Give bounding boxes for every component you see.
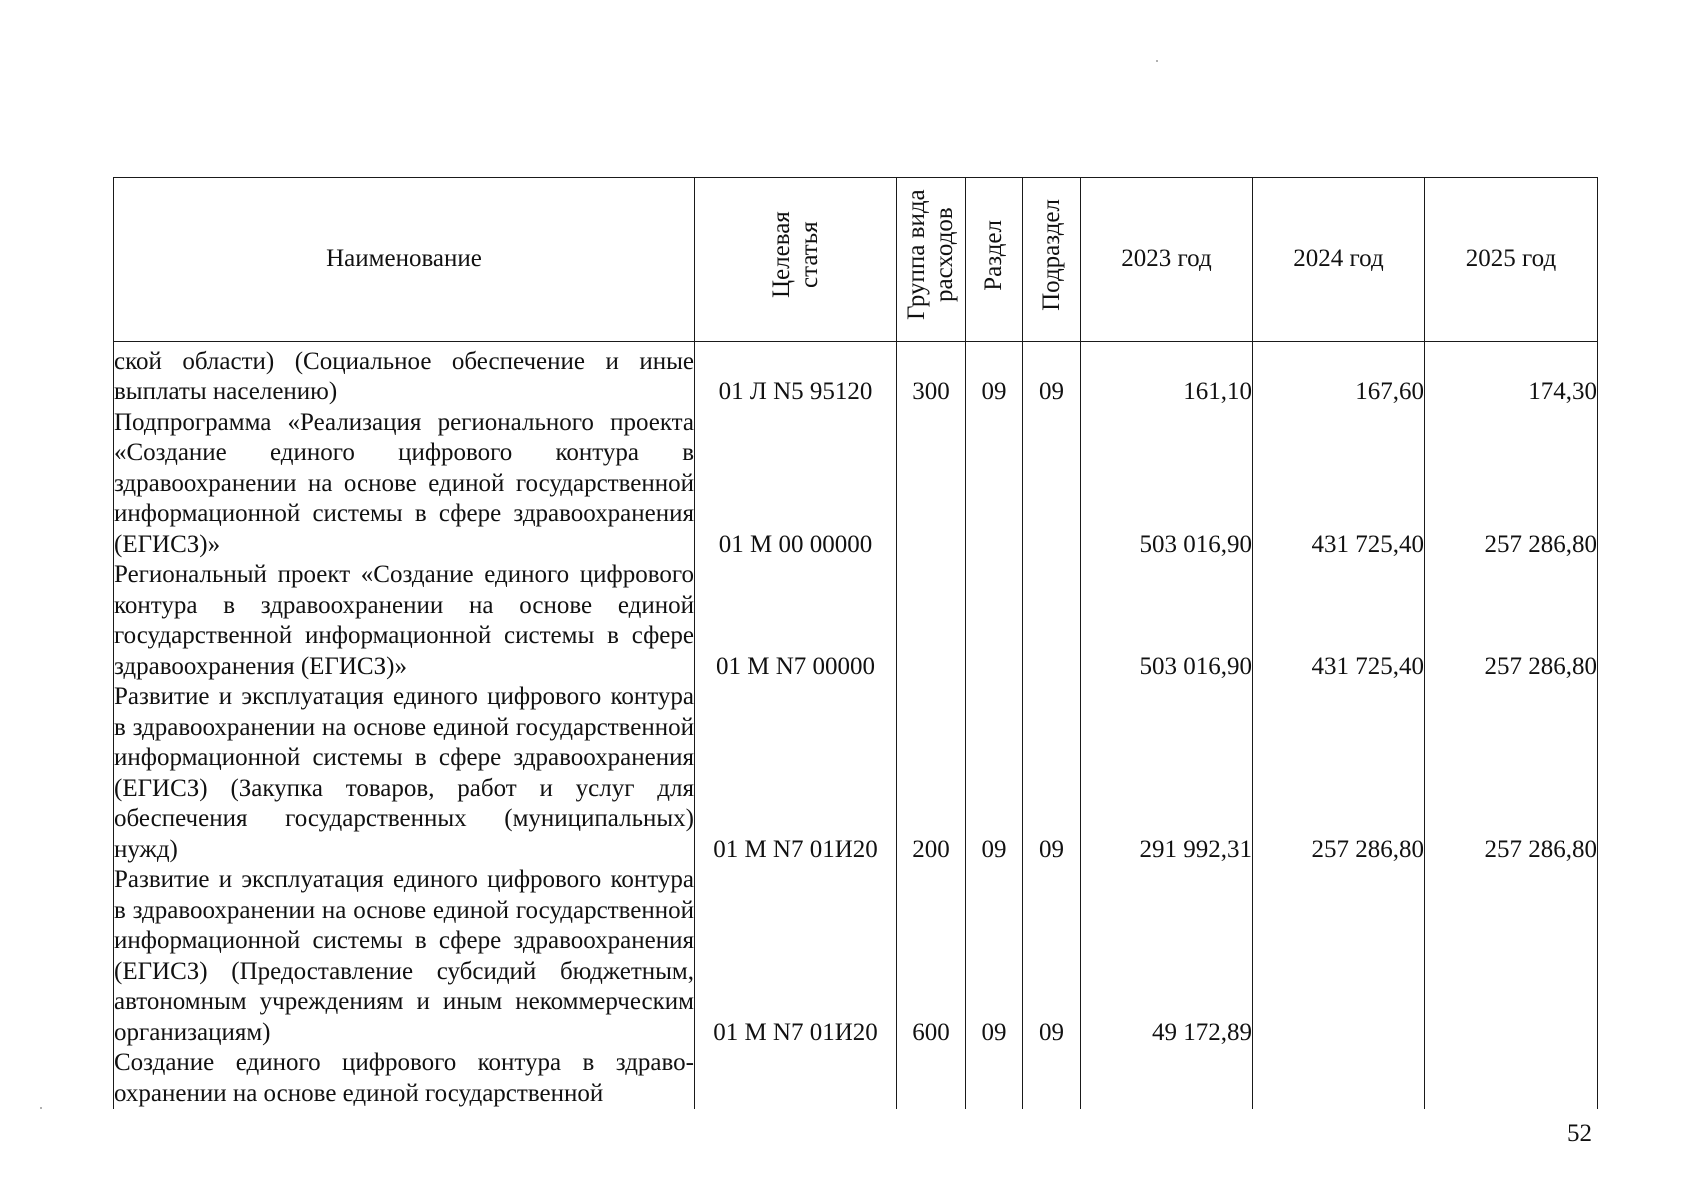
row-subsection: 09 (1023, 865, 1081, 1048)
row-expense-group (897, 1048, 966, 1109)
row-2023: 503 016,90 (1081, 408, 1253, 561)
row-section (966, 1048, 1023, 1109)
row-subsection (1023, 408, 1081, 561)
header-subsection: Подраздел (1023, 178, 1081, 342)
row-section: 09 (966, 865, 1023, 1048)
row-expense-group: 600 (897, 865, 966, 1048)
header-name: Наименование (114, 178, 695, 342)
row-2024: 257 286,80 (1253, 682, 1425, 865)
header-2024: 2024 год (1253, 178, 1425, 342)
row-2024: 431 725,40 (1253, 560, 1425, 682)
budget-table (113, 177, 1598, 1109)
table-row (114, 408, 1598, 561)
table-row (114, 560, 1598, 682)
row-2024: 431 725,40 (1253, 408, 1425, 561)
row-subsection (1023, 560, 1081, 682)
row-expense-group (897, 408, 966, 561)
row-2023: 291 992,31 (1081, 682, 1253, 865)
row-target-article: 01 М 00 00000 (695, 408, 897, 561)
row-target-article (695, 1048, 897, 1109)
row-2023: 49 172,89 (1081, 865, 1253, 1048)
row-name: Подпрограмма «Реализация регионального проекта «Создание единого цифрового контура в здравоохранении на основе единой государственной информационной системы в сфере здравоохранения (ЕГИСЗ)» (114, 408, 695, 561)
header-target-article: Целевая статья (695, 178, 897, 342)
row-2023 (1081, 1048, 1253, 1109)
table-row (114, 682, 1598, 865)
row-section: 09 (966, 682, 1023, 865)
row-expense-group: 200 (897, 682, 966, 865)
row-2025 (1425, 865, 1598, 1048)
row-2025: 257 286,80 (1425, 560, 1598, 682)
row-expense-group (897, 560, 966, 682)
row-subsection: 09 (1023, 341, 1081, 408)
row-subsection (1023, 1048, 1081, 1109)
row-name: Развитие и эксплуатация единого цифрового контура в здравоохранении на основе единой государственной информационной системы в сфере здравоохранения (ЕГИСЗ) (Предоставление субсидий бюджетным, автономным учреждениям и иным некоммерческим организациям) (114, 865, 695, 1048)
row-2025: 257 286,80 (1425, 408, 1598, 561)
table-row (114, 1048, 1598, 1109)
row-name: Создание единого цифрового контура в здравоохранении на основе единой государственной (114, 1048, 695, 1109)
row-2025: 257 286,80 (1425, 682, 1598, 865)
table-header-row (114, 178, 1598, 342)
row-section (966, 560, 1023, 682)
row-2024 (1253, 865, 1425, 1048)
page-number: 52 (1567, 1120, 1592, 1147)
row-2024: 167,60 (1253, 341, 1425, 408)
scan-speck (1156, 60, 1158, 62)
row-name: ской области) (Социальное обеспечение и иные выплаты населению) (114, 341, 695, 408)
row-2023: 161,10 (1081, 341, 1253, 408)
row-expense-group: 300 (897, 341, 966, 408)
header-section: Раздел (966, 178, 1023, 342)
row-target-article: 01 Л N5 95120 (695, 341, 897, 408)
row-section (966, 408, 1023, 561)
row-name: Региональный проект «Создание единого цифрового контура в здравоохранении на основе единой государственной информационной системы в сфере здравоохранения (ЕГИСЗ)» (114, 560, 695, 682)
scan-speck (40, 1107, 42, 1109)
row-2025 (1425, 1048, 1598, 1109)
table-row (114, 341, 1598, 408)
header-expense-group: Группа вида расходов (897, 178, 966, 342)
row-name: Развитие и эксплуатация единого цифрового контура в здравоохранении на основе единой государственной информационной системы в сфере здравоохранения (ЕГИСЗ) (Закупка товаров, работ и услуг для обеспечения государственных (муниципальных) нужд) (114, 682, 695, 865)
header-2023: 2023 год (1081, 178, 1253, 342)
row-section: 09 (966, 341, 1023, 408)
header-2025: 2025 год (1425, 178, 1598, 342)
row-target-article: 01 М N7 00000 (695, 560, 897, 682)
row-target-article: 01 М N7 01И20 (695, 865, 897, 1048)
row-2023: 503 016,90 (1081, 560, 1253, 682)
row-2024 (1253, 1048, 1425, 1109)
table-row (114, 865, 1598, 1048)
row-target-article: 01 М N7 01И20 (695, 682, 897, 865)
row-2025: 174,30 (1425, 341, 1598, 408)
row-subsection: 09 (1023, 682, 1081, 865)
